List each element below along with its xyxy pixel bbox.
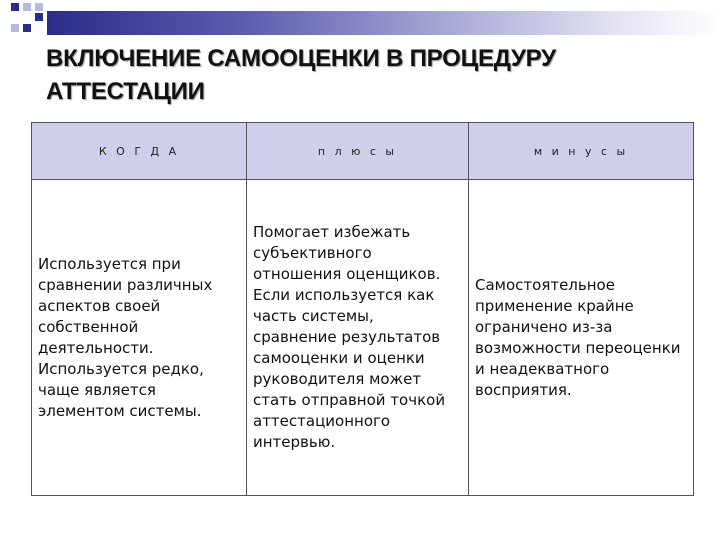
decor-gradient-band: [47, 11, 720, 35]
header-when: К О Г Д А: [32, 123, 247, 180]
slide-title: ВКЛЮЧЕНИЕ САМООЦЕНКИ В ПРОЦЕДУРУ АТТЕСТАЦИИ: [46, 45, 556, 105]
table-row: [32, 180, 694, 496]
decor-square: [11, 24, 19, 32]
cell-when: Используется при сравнении различных аспектов своей собственной деятельности. Используется редко, чаще является элементом системы.: [32, 180, 247, 496]
decor-square: [23, 3, 31, 11]
table-header-row: [32, 123, 694, 180]
decor-square: [11, 3, 19, 11]
decor-square: [35, 3, 43, 11]
comparison-table: [31, 122, 694, 496]
cell-cons: Самостоятельное применение крайне ограничено из-за возможности переоценки и неадекватного восприятия.: [469, 180, 694, 496]
decor-square: [35, 13, 43, 21]
cell-pros: Помогает избежать субъективного отношения оценщиков. Если используется как часть системы, сравнение результатов самооценки и оценки руководителя может стать отправной точкой аттестационного интервью.: [247, 180, 469, 496]
header-decoration: [0, 0, 720, 40]
header-pros: п л ю с ы: [247, 123, 469, 180]
header-cons: м и н у с ы: [469, 123, 694, 180]
decor-square: [23, 24, 31, 32]
